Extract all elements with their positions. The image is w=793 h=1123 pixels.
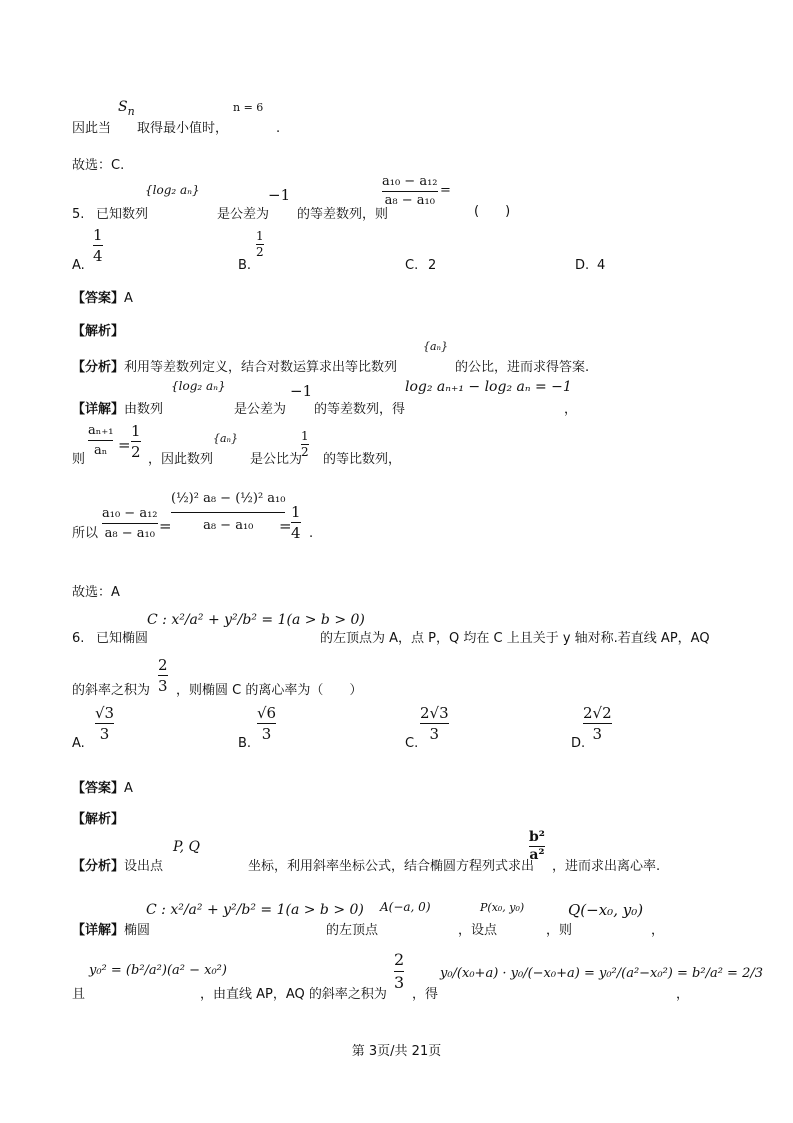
q6-analysis-tag: 【解析】 <box>72 812 125 827</box>
q6-fenxi-line: 【分析】设出点 <box>72 859 164 874</box>
q5-fenxi-end: 的公比，进而求得答案. <box>455 360 590 375</box>
q5-xj2-math-seq: {aₙ} <box>213 432 239 445</box>
q6-xj2-end: ， <box>676 987 690 1002</box>
q6-option-c-den: 3 <box>429 725 440 743</box>
math-Sn: $S_n$ <box>118 99 135 118</box>
q5-xj2-stem-d: 的等比数列， <box>323 452 402 467</box>
q5-option-d-label: D. <box>575 258 590 273</box>
q5-option-a-label: A. <box>72 258 85 273</box>
q5-option-b-num: 1 <box>256 229 264 243</box>
q6-stem2-a: 的斜率之积为 <box>72 683 151 698</box>
math-n-equals-6: n = 6 <box>233 101 264 114</box>
q5-xj2-ratio-num: 1 <box>301 429 309 443</box>
q5-fenxi-line: 【分析】利用等差数列定义，结合对数运算求出等比数列 <box>72 360 398 375</box>
q6-xj1-d: ，则 <box>546 923 573 938</box>
q6-xj1-math-ellipse: C : x²/a² + y²/b² = 1(a > b > 0) <box>146 902 364 918</box>
q6-xj1-math-A: A(−a, 0) <box>380 900 431 914</box>
prev-line-end: . <box>276 121 281 136</box>
q5-xj3-middle-num: (½)² a₈ − (½)² a₁₀ <box>171 491 286 506</box>
q5-option-a-den: 4 <box>93 247 103 265</box>
q6-option-d-num: 2√2 <box>583 704 612 722</box>
q6-xj1-b: 的左顶点 <box>326 923 379 938</box>
q6-xj2-c: ，得 <box>412 987 439 1002</box>
q5-xj2-right-num: 1 <box>131 422 141 440</box>
q5-stem-a: 已知数列 <box>96 207 149 222</box>
q6-option-b-num: √6 <box>257 704 277 722</box>
q5-xj1-math-d: −1 <box>290 382 313 400</box>
q5-xj3-middle-den: a₈ − a₁₀ <box>203 518 254 533</box>
q5-xj2-stem-b: ，因此数列 <box>148 452 214 467</box>
q5-xj1-math-equation: log₂ aₙ₊₁ − log₂ aₙ = −1 <box>405 379 572 395</box>
q5-analysis-tag: 【解析】 <box>72 324 125 339</box>
q5-choice-line: 故选：A <box>72 585 120 600</box>
q6-option-c-fraction <box>420 704 449 743</box>
prev-line-middle: 取得最小值时， <box>137 121 229 136</box>
q5-option-c-value: 2 <box>428 258 437 273</box>
q5-xj1-math-log-seq: {log₂ aₙ} <box>171 379 226 393</box>
q5-option-b-fraction <box>256 230 264 259</box>
q5-xj1-stem-c: 的等差数列，得 <box>314 402 406 417</box>
q5-xj3-prefix: 所以 <box>72 526 99 541</box>
q6-xj1-end: ， <box>651 923 665 938</box>
q5-option-a-num: 1 <box>93 226 103 244</box>
q5-xj3-left-den: a₈ − a₁₀ <box>104 526 155 541</box>
page-number-footer: 第 3页/共 21页 <box>351 1044 442 1059</box>
q5-xj2-left-den: aₙ <box>94 443 108 458</box>
q5-option-a-fraction <box>93 226 103 265</box>
prev-line-prefix: 因此当 <box>72 121 112 136</box>
q6-option-d-fraction <box>583 704 612 743</box>
q6-option-c-num: 2√3 <box>420 704 449 722</box>
q6-fenxi-den: a² <box>529 847 545 863</box>
q5-xj3-right-den: 4 <box>291 524 301 542</box>
q5-xj2-ratio-den: 2 <box>301 445 309 459</box>
q6-option-a-fraction <box>95 704 114 743</box>
q5-xj2-left-num: aₙ₊₁ <box>88 423 114 438</box>
q6-xj2-math: y₀² = (b²/a²)(a² − x₀²) <box>89 963 227 978</box>
q6-option-a-label: A. <box>72 736 85 751</box>
q6-option-b-den: 3 <box>261 725 272 743</box>
q5-xj3-fraction-left <box>102 505 158 542</box>
q6-xj2-fraction <box>394 950 404 993</box>
q6-xj1-math-Q: Q(−x₀, y₀) <box>568 901 644 919</box>
q5-ratio-denominator: a₈ − a₁₀ <box>384 193 435 208</box>
q5-xiangjie-line1: 【详解】由数列 <box>72 402 164 417</box>
prev-choice-line: 故选：C. <box>72 158 125 173</box>
q5-xj1-end: ， <box>564 402 578 417</box>
q5-ratio-numerator: a₁₀ − a₁₂ <box>382 174 438 189</box>
q5-xj2-ratio-fraction <box>301 430 309 459</box>
q6-stem2-b: ，则椭圆 C 的离心率为（ ） <box>176 683 363 698</box>
q5-xj3-right-num: 1 <box>291 503 301 521</box>
q5-stem-b: 是公差为 <box>217 207 270 222</box>
q6-option-a-num: √3 <box>95 704 115 722</box>
q5-ratio-equals: = <box>440 183 451 198</box>
q6-xj2-num: 2 <box>394 950 405 969</box>
q5-xj2-prefix: 则 <box>72 452 86 467</box>
q5-xj3-left-num: a₁₀ − a₁₂ <box>102 506 158 521</box>
q6-xj1-math-P: P(x₀, y₀) <box>480 901 525 914</box>
q6-fenxi-b: 坐标，利用斜率坐标公式，结合椭圆方程列式求出 <box>248 859 535 874</box>
q5-math-log-seq: {log₂ aₙ} <box>145 183 200 197</box>
q5-xj1-stem-b: 是公差为 <box>234 402 287 417</box>
q5-fenxi-math-seq: {aₙ} <box>423 340 449 353</box>
q6-xj2-b: ，由直线 AP，AQ 的斜率之积为 <box>200 987 387 1002</box>
q5-option-b-label: B. <box>238 258 252 273</box>
q5-xj3-equals-2: = <box>279 517 292 535</box>
q5-ratio-fraction <box>382 174 438 209</box>
q6-stem2-den: 3 <box>158 677 168 695</box>
q6-xj1-c: ，设点 <box>458 923 498 938</box>
q6-option-d-den: 3 <box>592 725 603 743</box>
q5-math-d: −1 <box>268 186 291 204</box>
q5-answer-line: 【答案】A <box>72 291 133 306</box>
q5-xj2-equals: = <box>118 436 131 454</box>
q6-option-b-fraction <box>257 704 276 743</box>
q6-xj2-den: 3 <box>394 973 405 992</box>
q6-fenxi-math-pq: P, Q <box>173 839 200 855</box>
q6-stem2-num: 2 <box>158 656 168 674</box>
q6-number: 6. <box>72 631 85 646</box>
q6-stem2-fraction <box>158 656 168 695</box>
q6-math-ellipse: C : x²/a² + y²/b² = 1(a > b > 0) <box>147 612 365 628</box>
q5-xj2-fraction-left <box>88 422 113 459</box>
q5-xj2-right-den: 2 <box>131 443 141 461</box>
q6-answer-line: 【答案】A <box>72 781 133 796</box>
q6-stem-b: 的左顶点为 A，点 P，Q 均在 C 上且关于 y 轴对称.若直线 AP，AQ <box>320 631 710 646</box>
q6-xiangjie-line1: 【详解】椭圆 <box>72 923 151 938</box>
q5-option-c-label: C. <box>405 258 419 273</box>
q6-option-d-label: D. <box>571 736 586 751</box>
q6-fenxi-num: b² <box>529 829 545 845</box>
q5-paren: ( ) <box>474 204 511 219</box>
q6-xj2-prefix: 且 <box>72 987 86 1002</box>
q6-fenxi-c: ，进而求出离心率. <box>552 859 661 874</box>
q5-xj2-fraction-right <box>131 422 141 461</box>
q5-xj3-end: . <box>309 526 314 541</box>
q6-fenxi-fraction <box>529 830 545 863</box>
q5-number: 5. <box>72 207 85 222</box>
q5-xj3-equals-1: = <box>159 517 172 535</box>
q5-xj3-fraction-right <box>291 503 301 542</box>
q6-stem-a: 已知椭圆 <box>96 631 149 646</box>
q5-xj3-fraction-middle <box>171 487 285 538</box>
q5-stem-c: 的等差数列，则 <box>297 207 389 222</box>
q6-xj2-math-long: y₀/(x₀+a) · y₀/(−x₀+a) = y₀²/(a²−x₀²) = b²/a² = 2/3 <box>440 966 763 981</box>
q6-option-c-label: C. <box>405 736 419 751</box>
q5-option-d-value: 4 <box>597 258 606 273</box>
q5-xj2-stem-c: 是公比为 <box>250 452 303 467</box>
q5-option-b-den: 2 <box>256 245 264 259</box>
q6-option-b-label: B. <box>238 736 252 751</box>
q6-option-a-den: 3 <box>99 725 110 743</box>
